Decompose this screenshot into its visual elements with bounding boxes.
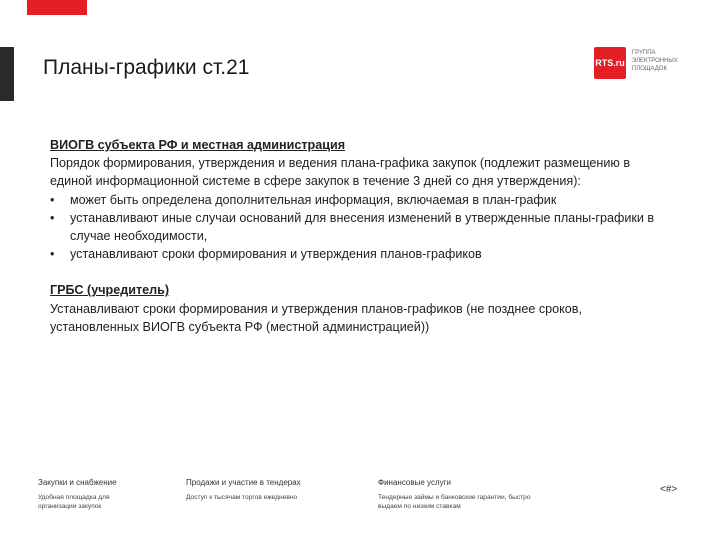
bullet-list: [50, 191, 670, 264]
top-accent-tab: [27, 0, 87, 15]
footer-title: Продажи и участие в тендерах: [186, 478, 301, 487]
section-intro: Порядок формирования, утверждения и ведения плана-графика закупок (подлежит размещению в единой информационной системе в сфере закупок в течение 3 дней со дня утверждения):: [50, 156, 631, 189]
footer-title: Закупки и снабжение: [38, 478, 117, 487]
slide-content: [50, 136, 670, 336]
logo-line: ЭЛЕКТРОННЫХ: [632, 58, 678, 64]
footer-title: Финансовые услуги: [378, 478, 452, 487]
footer-column-sales: [186, 478, 336, 502]
logo-mark: RTS.ru: [594, 47, 626, 79]
footer: [0, 478, 720, 518]
logo-line: ГРУППА: [632, 50, 656, 56]
company-logo: [594, 47, 694, 79]
page-title: Планы-графики ст.21: [43, 56, 250, 79]
bullet-item: • может быть определена дополнительная информация, включаемая в план-график: [50, 191, 670, 209]
bullet-item: • устанавливают иные случаи оснований для внесения изменений в утвержденные планы-графики в случае необходимости,: [50, 209, 670, 245]
section-text: Устанавливают сроки формирования и утверждения планов-графиков (не позднее сроков, установленных ВИОГВ субъекта РФ (местной администрацией)): [50, 301, 582, 334]
logo-line: ПЛОЩАДОК: [632, 66, 667, 72]
footer-column-finance: [378, 478, 548, 511]
footer-subtitle: Удобная площадка для организации закупок: [38, 494, 110, 510]
section-heading: ВИОГВ субъекта РФ и местная администрация: [50, 138, 346, 152]
bullet-item: • устанавливают сроки формирования и утверждения планов-графиков: [50, 245, 670, 263]
page-number: <#>: [660, 484, 678, 495]
section-heading: ГРБС (учредитель): [50, 283, 170, 298]
logo-caption: [632, 49, 694, 73]
footer-column-procurement: [38, 478, 148, 511]
left-accent-bar: [0, 47, 14, 101]
footer-subtitle: Доступ к тысячам торгов ежедневно: [186, 494, 298, 501]
footer-subtitle: Тендерные займы и банковские гарантии, быстро выдаем по низким ставкам: [378, 494, 531, 510]
